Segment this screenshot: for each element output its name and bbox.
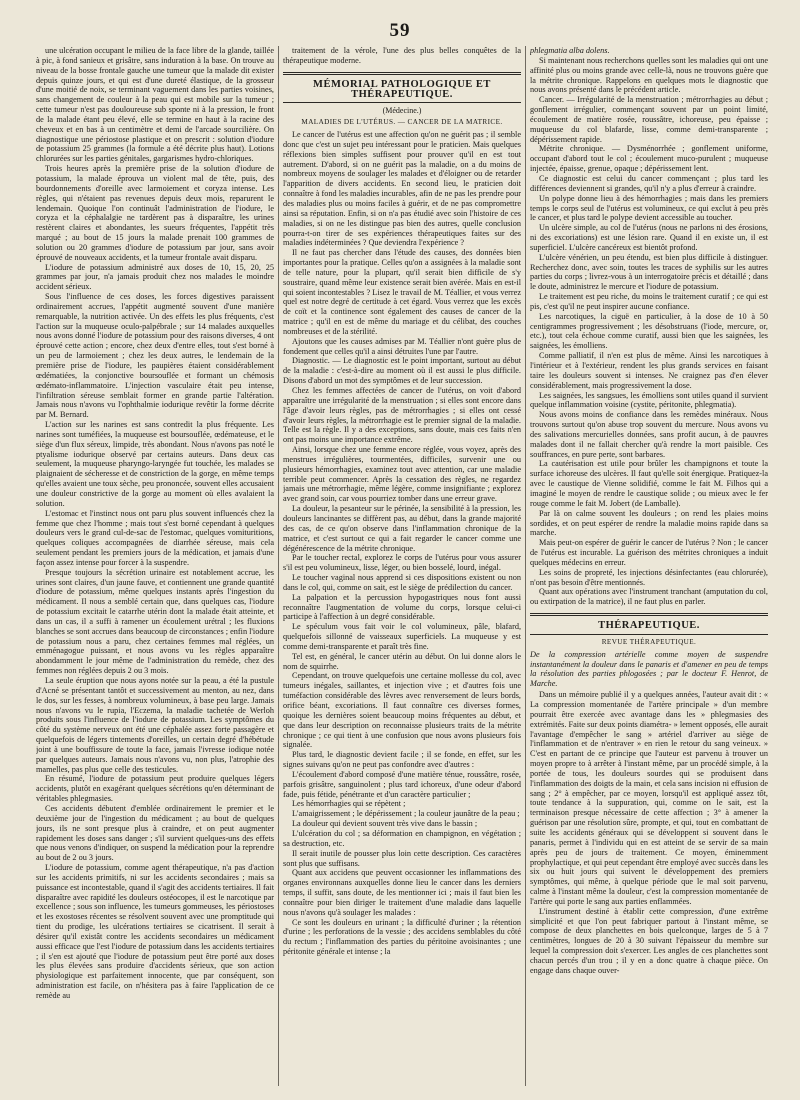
paragraph: L'ulcère vénérien, un peu étendu, est bien plus difficile à distinguer. Recherchez donc, avec soin, toutes les traces de syphilis sur les autres parties du corps ; livrez-vous à un interrogatoire précis et détaillé ; dans le doute, administrez le mercure et l'iodure de potassium.	[530, 252, 768, 292]
paragraph: Le cancer de l'utérus est une affection qu'on ne guérit pas ; il semble donc que c'est un sujet peu intéressant pour le praticien. Mais quelques réflexions bien simples suffisent pour prouver qu'il en est tout autrement. D'abord, si on ne guérit pas la maladie, on a du moins de nombreux moyens de soulager les malades et d'éloigner ou de retarder l'apparition de divers accidents. En second lieu, le praticien doit connaître à fond les maladies incurables, afin de ne pas les prendre pour des maladies plus ou moins faciles à guérir, et de ne pas compromettre ainsi sa réputation. Enfin, si on n'a pas étudié avec soin l'histoire de ces maladies, si on ne les distingue pas bien des autres, quelle conclusion pourra-t-on tirer de ses expériences thérapeutiques faites sur des maladies indéterminées ? Que deviendra l'expérience ?	[283, 130, 521, 248]
page-number: 59	[389, 20, 411, 41]
paragraph: Si maintenant nous recherchons quelles sont les maladies qui ont une affinité plus ou moins grande avec celle-là, nous ne trouvons guère que la métrite chronique. Rappelons en quelques mots le diagnostic que nous avons présenté dans le précédent article.	[530, 55, 768, 95]
paragraph: La douleur qui devient souvent très vive dans le bassin ;	[292, 819, 478, 829]
paragraph: Il ne faut pas chercher dans l'étude des causes, des données bien importantes pour la pratique. Celles qu'on a assignées à la maladie sont de telle nature, pour la plupart, qu'il serait bien difficile de s'y soustraire, quand même leur existence serait bien avérée. Mais en est-il qui soient incontestables ? Lisez le travail de M. Téallier, et vous verrez quel est notre degré de certitude à cet égard. Vous verrez que les excès de coït et la continence sont également des causes de cancer de la matrice ; qu'il en est de même du mariage et du célibat, des couches nombreuses et de la stérilité.	[283, 248, 521, 336]
column-middle	[283, 46, 521, 1086]
paragraph: traitement de la vérole, l'une des plus belles conquêtes de la thérapeutique moderne.	[283, 46, 521, 65]
paragraph: L'iodure de potassium, comme agent thérapeutique, n'a pas d'action sur les accidents primitifs, ni sur les accidents secondaires ; mais sa puissance est incontestable, quand il s'agit des accidents tertiaires. Il fait disparaître avec rapidité les douleurs ostéocopes, il est le narcotique par excellence ; sous son influence, les tumeurs gommeuses, les périostoses et les exostoses récentes se résolvent souvent avec une promptitude qui tient du prodige, les ulcérations tertiaires se cicatrisent. Il serait à désirer qu'il existât contre les accidents secondaires un médicament aussi efficace que l'est l'iodure de potassium dans les accidents tertiaires ; il s'en est ajouté que l'iodure de potassium peut être porté aux doses les plus élevées sans produire d'accidents sérieux, que son action physiologique est parfaitement innocente, que par conséquent, son administration est facile, on n'hésitera pas à faire l'application de ce remède au	[36, 863, 274, 1000]
paragraph: Cancer. — Irrégularité de la menstruation ; métrorrhagies au début ; gonflement irrégulier, commençant souvent par un point limité, écoulement de matière rosée, roussâtre, ichoreuse, peu épaisse ; muqueuse du col blafarde, lisse, comme demi-transparente ; dépérissement rapide.	[530, 95, 768, 144]
paragraph: Sous l'influence de ces doses, les forces digestives paraissent ordinairement accrues, l'appétit augmenté souvent d'une manière remarquable, la nutrition activée. Un des effets les plus fréquents, c'est l'action sur la muqueuse oculo-palpébrale ; sur 14 malades auxquelles nous avons donné l'iodure de potassium pour des raisons diverses, 4 ont éprouvé cette action ; encore, chez deux d'entre elles, tout s'est borné à un peu de larmoiement ; chez les deux autres, le lendemain de la première prise de l'iodure, les paupières étaient considérablement œdématiées, la conjonctive boursouflée et formant un chémosis œdémato-inflammatoire. L'injection vasculaire était peu intense, l'infiltration séreuse semblait former en grande partie l'altération. Jamais nous n'avons vu l'ophthalmie iodurique revêtir la forme décrite par M. Bernard.	[36, 292, 274, 420]
paragraph: Ainsi, lorsque chez une femme encore réglée, vous voyez, après des menstrues irrégulières, tourmentées, difficiles, survenir une ou plusieurs hémorrhagies, examinez tout avec attention, car une maladie terrible peut commencer. Après la cessation des règles, ne regardez jamais une métrorrhagie, même légère, comme insignifiante ; explorez avec grand soin, car vous pourriez tomber dans une erreur grave.	[283, 445, 521, 504]
paragraph: Un ulcère simple, au col de l'utérus (nous ne parlons ni des érosions, ni des excoriations) est une lésion rare. Quand il en existe un, il est superficiel. L'ulcère cancéreux est bientôt profond.	[530, 223, 768, 252]
paragraph: Le traitement est peu riche, du moins le traitement curatif ; ce qui est pis, c'est qu'il ne peut inspirer aucune confiance.	[530, 292, 768, 311]
paragraph: L'action sur les narines est sans contredit la plus fréquente. Les narines sont tuméfiées, la muqueuse est boursouflée, œdémateuse, et le siège d'un flux séreux, limpide, très abondant. Nous n'avons pas noté le ptyalisme iodurique observé par certains auteurs. Dans deux cas seulement, la muqueuse pharyngo-laryngée fut touchée, les malades se plaignaient de sécheresse et de constriction de la gorge, en même temps qu'elles avaient une toux sèche, peu prononcée, souvent elles accusaient une douleur constrictive de la gorge au moment où elles avalaient la solution.	[36, 420, 274, 508]
section-divider	[530, 613, 768, 616]
paragraph: Ce sont les douleurs en urinant ; la difficulté d'uriner ; la rétention d'urine ; les perforations de la vessie ; des accidens semblables du côté du rectum ; l'inflammation des parties du péritoine avoisinantes ; une péritonite générale et intense ; la	[283, 917, 521, 957]
paragraph: Les soins de propreté, les injections désinfectantes (eau chlorurée), n'ont pas besoin d'être mentionnés.	[530, 567, 768, 587]
paragraph: Mais peut-on espérer de guérir le cancer de l'utérus ? Non ; le cancer de l'utérus est incurable. La guérison des métrites chroniques a induit quelques médecins en erreur.	[530, 538, 768, 567]
paragraph: L'instrument destiné à établir cette compression, d'une extrême simplicité et que l'on peut fabriquer partout à l'instant même, se compose de deux planchettes en bois quelconque, larges de 5 à 7 centimètres, longues de 20 à 30 suivant l'épaisseur du membre sur lequel la compression doit s'exercer. Les angles de ces planchettes sont chacun percés d'un trou ; il y en a donc quatre à chaque pièce. On engage dans chaque ouver-	[530, 906, 768, 975]
paragraph: Ajoutons que les causes admises par M. Téallier n'ont guère plus de fondement que celles qu'il a ainsi détruites l'une par l'autre.	[283, 336, 521, 356]
paragraph: Ce diagnostic est celui du cancer commençant ; plus tard les différences deviennent si grandes, qu'il n'y a plus d'erreur à craindre.	[530, 173, 768, 193]
paragraph: Nous avons moins de confiance dans les remèdes minéraux. Nous trouvons surtout qu'on abuse trop souvent du mercure. Nous avons vu des salivations mercurielles données, sans profit aucun, à de pauvres malades dont il ne fallait chercher qu'à rendre la mort paisible. Ces souffrances, en pure perte, sont barbares.	[530, 410, 768, 459]
section-subtitle: REVUE THÉRAPEUTIQUE.	[601, 637, 697, 646]
paragraph: Quant aux opérations avec l'instrument tranchant (amputation du col, ou extirpation de la matrice), il ne faut plus en parler.	[530, 587, 768, 607]
paragraph: Les narcotiques, la ciguë en particulier, à la dose de 10 à 50 centigrammes progressivement ; les désobstruans (l'iode, mercure, or, etc.), tout cela échoue comme curatif, aussi bien que les saignées, les saignées, les émolliens.	[530, 311, 768, 351]
paragraph: L'écoulement d'abord composé d'une matière ténue, roussâtre, rosée, parfois grisâtre, sanguinolent ; plus tard ichoreux, d'une odeur d'abord fade, puis fétide, pénétrante et d'un caractère particulier ;	[283, 769, 521, 799]
column-rule	[278, 46, 279, 1086]
section-divider	[530, 634, 768, 635]
section-heading: MALADIES DE L'UTÉRUS. — CANCER DE LA MATRICE.	[301, 118, 503, 127]
paragraph: Il serait inutile de pousser plus loin cette description. Ces caractères sont plus que suffisans.	[283, 848, 521, 868]
paragraph: L'estomac et l'instinct nous ont paru plus souvent influencés chez la femme que chez l'homme ; mais tout s'est borné cependant à quelques douleurs vers le grand cul-de-sac de l'estomac, quelques vomituritions, quelques coliques accompagnées de diarrhée séreuse, mais cela seulement pendant les premiers jours de la médication, et jamais d'une façon assez intense pour forcer à la suspendre.	[36, 508, 274, 567]
paragraph: Trois heures après la première prise de la solution d'iodure de potassium, la malade éprouva un violent mal de tête, puis, des bourdonnements d'oreille avec larmoiement et coryza intense. Les règles, qui n'étaient pas revenues depuis deux mois, reparurent le lendemain. Quoique l'on continuât l'administration de l'iodure, le coryza et la céphalalgie ne tardèrent pas à disparaître, les urines restèrent claires et abondantes, les sueurs fréquentes, l'appétit très marqué ; au bout de 15 jours la malade prenait 100 grammes de solution ou 20 grammes d'iodure de potassium par jour, sans avoir éprouvé de nouveaux accidents, et la tumeur frontale avait disparu.	[36, 164, 274, 262]
paragraph: Le toucher vaginal nous apprend si ces dispositions existent ou non dans le col, qui, comme on sait, est le siège de prédilection du cancer.	[283, 573, 521, 592]
paragraph: Ces accidents débutent d'emblée ordinairement le premier et le deuxième jour de l'ingestion du médicament ; au bout de quelques jours, ils ne sont presque plus à craindre, et on peut augmenter rapidement les doses sans danger ; s'il survient quelques-uns des effets que nous venons d'indiquer, on suspend la médication pour la reprendre au bout de 2 ou 3 jours.	[36, 803, 274, 863]
paragraph: La cautérisation est utile pour brûler les champignons et toute la surface ichoreuse des ulcères. Il faut qu'elle soit énergique. Pratiquez-la avec le caustique de Vienne solidifié, comme le fait M. Filhos qui a imaginé le moyen de rendre le caustique solide ; ou mieux avec le fer rouge comme le fait M. Jobert (de Lamballe).	[530, 459, 768, 508]
paragraph: Quant aux accidens que peuvent occasionner les inflammations des organes environnans auxquelles donne lieu le cancer dans les derniers temps, il suffit, sans doute, de les mentionner ici ; mais il faut bien les connaître pour bien diriger le traitement d'une maladie dans laquelle nous n'avons qu'à soulager les malades :	[283, 868, 521, 917]
paragraph: La palpation et la percussion hypogastriques nous font aussi reconnaître l'augmentation de volume du corps, lorsque celui-ci participe à l'affection à un degré considérable.	[283, 592, 521, 622]
paragraph: L'ulcération du col ; sa déformation en champignon, en végétation ; sa destruction, etc.	[283, 828, 521, 848]
paragraph: En résumé, l'iodure de potassium peut produire quelques légers accidents, plutôt en exagérant quelques sécrétions qu'en déterminant de véritables phlegmasies.	[36, 774, 274, 804]
paragraph: Plus tard, le diagnostic devient facile ; il se fonde, en effet, sur les signes suivans qu'on ne peut pas confondre avec d'autres :	[283, 750, 521, 770]
paragraph: Diagnostic. — Le diagnostic est le point important, surtout au début de la maladie : c'est-à-dire au moment où il est aussi le plus difficile. Disons d'abord un mot des symptômes et de leur succession.	[283, 356, 521, 386]
section-divider	[283, 102, 521, 103]
paragraph: Par là on calme souvent les douleurs ; on rend les plaies moins sordides, et on peut espérer de rendre la maladie moins rapide dans sa marche.	[530, 508, 768, 538]
paragraph: Par le toucher rectal, explorez le corps de l'utérus pour vous assurer s'il est peu volumineux, lisse, léger, ou bien bosselé, lourd, inégal.	[283, 553, 521, 573]
paragraph: Dans un mémoire publié il y a quelques années, l'auteur avait dit : « La compression momentanée de l'artère principale » d'un membre pourrait être exercée avec avantage dans les » phlegmasies des extrémités. Faite sur deux points diamétra- » lement opposés, elle aurait l'avantage d'empêcher le sang » artériel d'arriver au siège de l'inflammation et de n'entraver » en rien le retour du sang veineux. » C'est en partant de ce principe que l'auteur est parvenu à trouver un moyen propre to à arrêter à l'instant même, par un procédé simple, à la portée de tous, les douleurs sourdes qui se produisent dans l'inflammation des doigts de la main, et cela sans incision ni effusion de sang ; 2° à empêcher, par ce moyen, lorsqu'il est appliqué assez tôt, toute tendance à la suppuration, qui, comme on le sait, est la terminaison presque nécessaire de cette affection ; 3° à amener la guérison par une résolution sûre, prompte, et qui, tout en combattant de suite les accidents généraux qui se développent si souvent dans le panaris, permet à l'individu qui en est atteint de se servir de sa main après peu de jours de traitement. Ce moyen, éminemment prophylactique, et qui peut cependant être employé avec succès dans les six ou huit jours qui suivent le développement des premiers symptômes, qui même, à quelque période que le mal soit parvenu, calme à l'instant même la douleur, c'est la compression momentanée de l'artère qui porte le sang aux parties enflammées.	[530, 690, 768, 906]
section-subtitle: (Médecine.)	[382, 106, 422, 116]
paragraph: Métrite chronique. — Dysménorrhée ; gonflement uniforme, occupant d'abord tout le col ; écoulement muco-purulent ; muqueuse injectée, épaisse, grenue, opaque ; dépérissement lent.	[530, 144, 768, 174]
paragraph: phlegmatia alba dolens.	[530, 46, 610, 55]
paragraph: L'iodure de potassium administré aux doses de 10, 15, 20, 25 grammes par jour, n'a jamais produit chez nos malades le moindre accident sérieux.	[36, 262, 274, 292]
section-divider	[283, 72, 521, 75]
paragraph: Les saignées, les sangsues, les émolliens sont utiles quand il survient quelque inflammation voisine (cystite, péritonite, phlegmatia).	[530, 390, 768, 410]
paragraph: une ulcération occupant le milieu de la face libre de la glande, taillée à pic, à fond sanieux et grisâtre, sans induration à la base. On trouve au niveau de la bosse frontale gauche une tumeur que la malade dit exister depuis quinze jours, et qui est d'une dureté élastique, de la grosseur d'une moitié de noix, se terminant vaguement dans les parties voisines, sans changement de couleur à la peau qui est mobile sur la tumeur ; cette tumeur n'est pas douloureuse sub sponte ni à la pression, le front de la malade étant peu élevé, elle se termine en haut à la racine des cheveux et en bas à un centimètre et demi de l'arcade sourcilière. On diagnostique une périostose plastique et on prescrit : solution d'iodure de potassium 25 grammes (la formule a été décrite plus haut). Lotions chlorurées sur les parties génitales, gargarismes hydro-chloriques.	[36, 46, 274, 164]
paragraph: Presque toujours la sécrétion urinaire est notablement accrue, les urines sont claires, d'un jaune fauve, et contiennent une grande quantité d'iodure de potassium, même quelques instants après l'ingestion du médicament. Il nous a semblé certain que, dans quelques cas, l'iodure de potassium excitait le catarrhe utérin dont la malade était atteinte, et dans un cas, il a suffi à ramener un écoulement urétral ; les fluxions blanches se sont accrues dans beaucoup de circonstances ; enfin l'iodure de potassium nous a paru, chez certaines femmes mal réglées, un emménagogue puissant, et nous avons vu les règles apparaître abondamment le jour même de l'administration du remède, chez des femmes non réglées depuis 2 ou 3 mois.	[36, 567, 274, 676]
paragraph: Un polype donne lieu à des hémorrhagies ; mais dans les premiers temps le corps seul de l'utérus est volumineux, ce qui exclut à peu près le cancer, et plus tard le polype devient accessible au toucher.	[530, 193, 768, 223]
column-left	[36, 46, 274, 1086]
paragraph: Le spéculum vous fait voir le col volumineux, pâle, blafard, quelquefois sillonné de vaisseaux superficiels. La muqueuse y est comme demi-transparente et paraît très fine.	[283, 622, 521, 651]
paragraph: Cependant, on trouve quelquefois une certaine mollesse du col, avec tumeurs inégales, saillantes, et injection vive ; et d'autres fois une tuméfaction considérable des lèvres avec renversement de leurs bords, orifice béant, excoriations. Il faut connaître ces diverses formes, quoique les dernières soient beaucoup moins fréquentes au début, et que dans leur description on reconnaisse plusieurs traits de la métrite chronique ; ce qui tient à une confusion que nous avons plusieurs fois signalée.	[283, 671, 521, 750]
section-title: MÉMORIAL PATHOLOGIQUE ET THÉRAPEUTIQUE.	[313, 78, 491, 100]
paragraph: Les hémorrhagies qui se répètent ;	[292, 799, 406, 809]
column-rule	[525, 46, 526, 1086]
paragraph: L'amaigrissement ; le dépérissement ; la couleur jaunâtre de la peau ;	[292, 809, 520, 819]
section-title: THÉRAPEUTIQUE.	[598, 620, 700, 632]
paragraph: Comme palliatif, il n'en est plus de même. Ainsi les narcotiques à l'intérieur et à l'extérieur, rendent les plus grands services en faisant taire les douleurs souvent si intenses. Ne craignez pas d'en élever considérablement, mais progressivement la dose.	[530, 351, 768, 390]
column-right	[530, 46, 768, 1086]
paragraph: Chez les femmes affectées de cancer de l'utérus, on voit d'abord apparaître une irrégularité de la menstruation ; si elles sont encore dans l'âge d'avoir leurs règles, pas de métrorrhagies ; si elles ont cessé d'avoir leurs règles, la métrorrhagie est le premier signal de la maladie. Telle est la règle. Il y a des exceptions, sans doute, mais ces faits n'en ont pas moins une importance extrême.	[283, 386, 521, 445]
article-title: De la compression artérielle comme moyen de suspendre instantanément la douleur dans le panaris et d'amener en peu de temps la résolution des parties phlogosées ; par le docteur F. Henrot, de Marche.	[530, 649, 768, 689]
paragraph: La douleur, la pesanteur sur le périnée, la sensibilité à la pression, les douleurs lancinantes se diffèrent pas, au début, dans la grande majorité des cas, de ce qu'on observe dans l'inflammation chronique de la matrice, et c'est surtout ce qui a fait regarder le cancer comme une dégénérescence de la métrite chronique.	[283, 504, 521, 553]
paragraph: Tel est, en général, le cancer utérin au début. On lui donne alors le nom de squirrhe.	[283, 651, 521, 671]
paragraph: La seule éruption que nous ayons notée sur la peau, a été la pustule d'Acné se présentant tantôt et successivement au menton, au nez, dans le dos, sur les fesses, à nombreux volumineux, à base peu large. Jamais nous n'avons vu le rupia, l'Eczema, la maladie tachetée de Werloh produits sous l'influence de l'iodure de potassium. Les symptômes du côté du système nerveux ont été une céphalée assez forte passagère et quelquefois de légers tintements d'oreilles, un certain degré d'hébétude joint à une bouffissure de toute la face, jamais l'ivresse iodique notée par quelques auteurs. Jamais nous n'avons vu, non plus, l'atrophie des mamelles, pas plus que celle des testicules.	[36, 676, 274, 774]
